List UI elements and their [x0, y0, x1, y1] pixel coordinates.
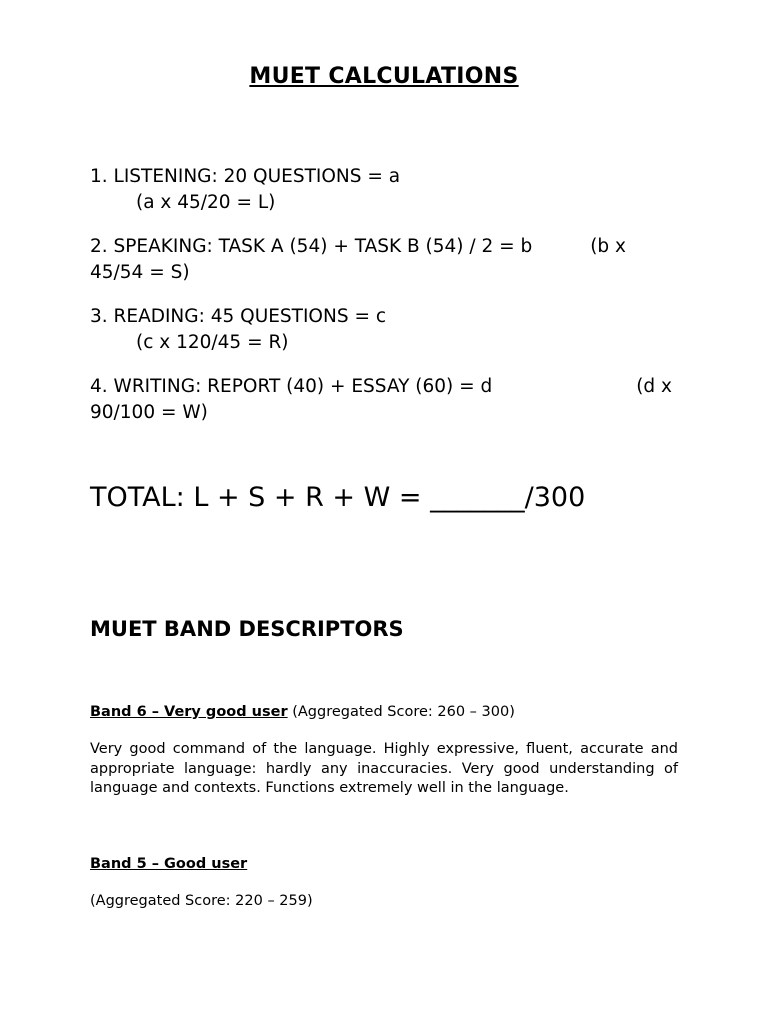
speaking-formula: 45/54 = S) — [90, 262, 190, 283]
writing-formula-start: (d x — [636, 376, 672, 397]
band5-score: (Aggregated Score: 220 – 259) — [90, 893, 313, 909]
writing-line: 4. WRITING: REPORT (40) + ESSAY (60) = d — [90, 376, 493, 397]
reading-formula: (c x 120/45 = R) — [136, 332, 289, 353]
reading-calculation — [90, 304, 690, 356]
band6-description: Very good command of the language. Highly expressive, fluent, accurate and appropriate language: hardly any inaccuracies. Very good understanding of language and contexts. Functions extremely well in the language. — [90, 741, 678, 796]
speaking-calculation — [90, 234, 626, 286]
band5-header — [90, 854, 247, 874]
total-formula: TOTAL: L + S + R + W = _______/300 — [90, 482, 586, 513]
writing-calculation — [90, 374, 672, 426]
speaking-formula-start: (b x — [590, 236, 626, 257]
page-title: MUET CALCULATIONS — [249, 64, 519, 89]
band6-score: (Aggregated Score: 260 – 300) — [292, 704, 515, 720]
band5-title: Band 5 – Good user — [90, 856, 248, 872]
reading-line: 3. READING: 45 QUESTIONS = c — [90, 306, 387, 327]
speaking-line: 2. SPEAKING: TASK A (54) + TASK B (54) / 2 = b — [90, 236, 533, 257]
writing-formula: 90/100 = W) — [90, 402, 208, 423]
listening-calculation — [90, 164, 690, 216]
listening-line: 1. LISTENING: 20 QUESTIONS = a — [90, 166, 401, 187]
band-descriptors-heading: MUET BAND DESCRIPTORS — [90, 617, 404, 641]
band6-header — [90, 702, 515, 722]
listening-formula: (a x 45/20 = L) — [136, 192, 276, 213]
band6-title: Band 6 – Very good user — [90, 704, 288, 720]
